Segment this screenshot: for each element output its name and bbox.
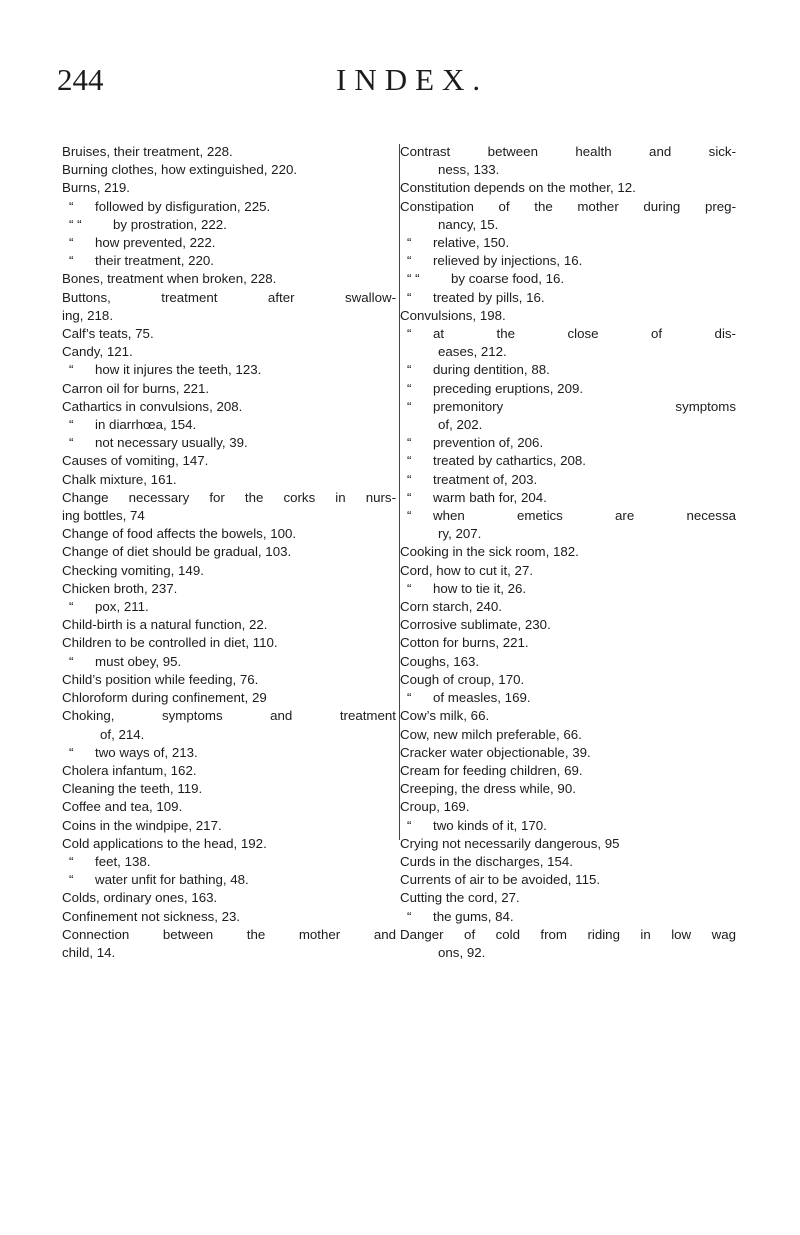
index-entry (400, 452, 740, 470)
index-entry-text: not necessary usually, 39. (95, 435, 248, 451)
index-entry (62, 798, 398, 816)
index-entry (62, 908, 398, 926)
index-entry-text: their treatment, 220. (95, 253, 214, 269)
ditto-mark: “ (69, 198, 74, 214)
index-entry-text: how prevented, 222. (95, 235, 216, 251)
ditto-mark: “ (407, 326, 412, 342)
index-entry (400, 434, 740, 452)
index-entry (400, 762, 740, 780)
index-entry-text: followed by disfiguration, 225. (95, 198, 271, 214)
index-entry-text: Child’s position while feeding, 76. (62, 671, 259, 687)
index-entry (62, 416, 398, 434)
index-entry-text: Cotton for burns, 221. (400, 635, 529, 651)
index-entry (400, 307, 740, 325)
index-entry-text: Cathartics in convulsions, 208. (62, 398, 243, 414)
ditto-mark: “ (407, 690, 412, 706)
index-entry-text: Cow’s milk, 66. (400, 708, 490, 724)
index-entry (62, 161, 398, 179)
ditto-mark: “ (69, 872, 74, 888)
ditto-mark: “ (407, 380, 412, 396)
index-entry-text: Connection between the mother and (62, 926, 396, 942)
index-entry (62, 671, 398, 689)
index-entry (62, 889, 398, 907)
ditto-mark: “ (407, 253, 412, 269)
index-column-left (62, 143, 398, 962)
index-entry (400, 562, 740, 580)
index-entry-text: ing bottles, 74 (62, 508, 145, 524)
index-entry-text: at the close of dis- (433, 326, 736, 342)
index-entry (62, 543, 398, 561)
index-entry-text: Cord, how to cut it, 27. (400, 562, 534, 578)
index-entry-text: Cold applications to the head, 192. (62, 835, 267, 851)
index-column-right (400, 143, 740, 962)
index-entry-text: premonitory symptoms (433, 398, 736, 414)
index-entry (400, 489, 740, 507)
index-entry (62, 361, 398, 379)
index-entry (400, 216, 740, 234)
ditto-mark: “ (69, 362, 74, 378)
index-entry-text: Corn starch, 240. (400, 599, 502, 615)
index-entry-text: during dentition, 88. (433, 362, 550, 378)
index-entry (62, 343, 398, 361)
index-entry-text: Candy, 121. (62, 344, 133, 360)
ditto-mark: “ (69, 417, 74, 433)
index-entry (400, 817, 740, 835)
index-entry (62, 198, 398, 216)
index-entry-text: Croup, 169. (400, 799, 470, 815)
index-entry (62, 143, 398, 161)
index-entry (62, 216, 398, 234)
index-entry-text: feet, 138. (95, 853, 151, 869)
index-entry-text: by coarse food, 16. (451, 271, 565, 287)
index-entry-text: Change of diet should be gradual, 103. (62, 544, 292, 560)
index-entry (400, 944, 740, 962)
index-entry-text: Crying not necessarily dangerous, 95 (400, 835, 620, 851)
index-entry-text: Cough of croup, 170. (400, 671, 525, 687)
ditto-mark: “ (407, 362, 412, 378)
index-entry-text: Cream for feeding children, 69. (400, 762, 583, 778)
index-entry (400, 580, 740, 598)
index-entry-text: of, 214. (100, 726, 145, 742)
index-entry (62, 835, 398, 853)
index-entry-text: Change necessary for the corks in nurs- (62, 489, 396, 505)
index-entry (400, 543, 740, 561)
index-entry-text: Creeping, the dress while, 90. (400, 781, 576, 797)
index-entry (400, 653, 740, 671)
ditto-mark: “ (69, 235, 74, 251)
index-entry (400, 179, 740, 197)
index-entry (62, 307, 398, 325)
index-entry-text: Cooking in the sick room, 182. (400, 544, 579, 560)
index-entry-text: the gums, 84. (433, 908, 514, 924)
index-entry (62, 398, 398, 416)
index-entry (62, 289, 398, 307)
index-entry (400, 889, 740, 907)
index-entry-text: Currents of air to be avoided, 115. (400, 872, 601, 888)
index-entry (400, 343, 740, 361)
index-entry-text: ing, 218. (62, 307, 114, 323)
index-entry-text: Choking, symptoms and treatment (62, 708, 396, 724)
index-entry-text: Contrast between health and sick- (400, 144, 736, 159)
ditto-mark: “ (407, 289, 412, 305)
index-entry (62, 434, 398, 452)
index-entry-text: two kinds of it, 170. (433, 817, 547, 833)
index-entry (62, 525, 398, 543)
index-entry (62, 707, 398, 725)
index-entry (400, 361, 740, 379)
index-entry (62, 944, 398, 962)
index-entry (62, 234, 398, 252)
page-number: 244 (57, 62, 104, 97)
index-entry (400, 871, 740, 889)
index-entry-text: Causes of vomiting, 147. (62, 453, 209, 469)
index-entry (62, 380, 398, 398)
index-entry-text: Coins in the windpipe, 217. (62, 817, 222, 833)
index-entry (62, 179, 398, 197)
index-entry-text: Chicken broth, 237. (62, 580, 178, 596)
index-entry (400, 726, 740, 744)
index-entry (400, 198, 740, 216)
index-entry-text: Curds in the discharges, 154. (400, 853, 573, 869)
index-entry (62, 562, 398, 580)
index-entry (400, 270, 740, 288)
ditto-mark: “ (69, 435, 74, 451)
index-entry (62, 252, 398, 270)
ditto-mark: “ (69, 653, 74, 669)
index-entry-text: Burning clothes, how extinguished, 220. (62, 162, 298, 178)
running-head: INDEX. (336, 62, 489, 97)
index-entry-text: must obey, 95. (95, 653, 182, 669)
index-entry (400, 689, 740, 707)
ditto-mark: “ (69, 853, 74, 869)
index-entry (400, 380, 740, 398)
ditto-mark: “ (407, 453, 412, 469)
index-entry-text: Bruises, their treatment, 228. (62, 144, 233, 159)
index-entry (62, 452, 398, 470)
index-entry-text: Corrosive sublimate, 230. (400, 617, 551, 633)
index-entry-text: ons, 92. (438, 944, 486, 960)
index-entry-text: Children to be controlled in diet, 110. (62, 635, 278, 651)
ditto-mark: “ (407, 398, 412, 414)
page-header (0, 62, 800, 102)
index-entry-text: Child-birth is a natural function, 22. (62, 617, 268, 633)
index-entry-text: of, 202. (438, 417, 483, 433)
index-entry (62, 598, 398, 616)
ditto-mark: “ (407, 580, 412, 596)
index-entry (400, 161, 740, 179)
index-entry-text: of measles, 169. (433, 690, 531, 706)
index-entry-text: Cholera infantum, 162. (62, 762, 197, 778)
index-entry (400, 744, 740, 762)
index-entry-text: Constitution depends on the mother, 12. (400, 180, 636, 196)
index-entry-text: Danger of cold from riding in low wag (400, 926, 736, 942)
index-entry-text: pox, 211. (95, 599, 149, 615)
ditto-mark: “ (407, 508, 412, 524)
index-entry (400, 908, 740, 926)
index-entry-text: Chalk mixture, 161. (62, 471, 177, 487)
ditto-mark: “ (407, 489, 412, 505)
ditto-mark: “ (69, 253, 74, 269)
index-entry (62, 871, 398, 889)
ditto-mark: “ (69, 744, 74, 760)
index-entry (400, 416, 740, 434)
ditto-mark: “ (407, 817, 412, 833)
index-entry-text: how to tie it, 26. (433, 580, 527, 596)
index-entry-text: Confinement not sickness, 23. (62, 908, 241, 924)
index-entry (400, 853, 740, 871)
index-entry-text: in diarrhœa, 154. (95, 417, 197, 433)
index-entry (62, 489, 398, 507)
index-entry-text: child, 14. (62, 944, 116, 960)
index-entry (400, 325, 740, 343)
index-entry-text: Carron oil for burns, 221. (62, 380, 210, 396)
index-entry-text: two ways of, 213. (95, 744, 198, 760)
ditto-mark: “ (407, 908, 412, 924)
index-entry (400, 671, 740, 689)
index-entry-text: water unfit for bathing, 48. (95, 872, 249, 888)
index-entry-text: warm bath for, 204. (433, 489, 547, 505)
ditto-mark: “ (69, 599, 74, 615)
index-entry (400, 471, 740, 489)
index-entry-text: treated by cathartics, 208. (433, 453, 586, 469)
index-entry-text: treated by pills, 16. (433, 289, 545, 305)
index-entry (400, 289, 740, 307)
index-entry (62, 325, 398, 343)
ditto-mark: “ (407, 435, 412, 451)
index-entry-text: Chloroform during confinement, 29 (62, 690, 267, 706)
index-entry (400, 780, 740, 798)
index-entry (400, 598, 740, 616)
index-entry (62, 780, 398, 798)
index-entry (62, 471, 398, 489)
ditto-mark: “ (407, 471, 412, 487)
index-entry-text: Bones, treatment when broken, 228. (62, 271, 277, 287)
index-entry-text: ry, 207. (438, 526, 482, 542)
index-entry (400, 398, 740, 416)
index-entry-text: prevention of, 206. (433, 435, 544, 451)
index-entry-text: Buttons, treatment after swallow- (62, 289, 396, 305)
index-entry (400, 798, 740, 816)
index-entry-text: Checking vomiting, 149. (62, 562, 204, 578)
index-entry (62, 762, 398, 780)
index-entry-text: Cleaning the teeth, 119. (62, 781, 203, 797)
index-entry-text: Colds, ordinary ones, 163. (62, 890, 218, 906)
index-entry-text: Convulsions, 198. (400, 307, 506, 323)
index-entry-text: Cutting the cord, 27. (400, 890, 520, 906)
index-entry (62, 817, 398, 835)
index-entry (62, 507, 398, 525)
index-entry-text: how it injures the teeth, 123. (95, 362, 262, 378)
index-entry-text: Change of food affects the bowels, 100. (62, 526, 297, 542)
index-entry-text: ness, 133. (438, 162, 500, 178)
ditto-mark: “ (407, 235, 412, 251)
index-entry (62, 653, 398, 671)
index-entry (400, 525, 740, 543)
index-entry-text: Coffee and tea, 109. (62, 799, 183, 815)
index-entry (62, 853, 398, 871)
index-entry (62, 634, 398, 652)
index-entry (62, 744, 398, 762)
index-entry (400, 234, 740, 252)
index-entry (62, 580, 398, 598)
index-entry-text: eases, 212. (438, 344, 507, 360)
index-entry (400, 835, 740, 853)
index-entry (62, 926, 398, 944)
index-entry-text: Cracker water objectionable, 39. (400, 744, 591, 760)
index-entry (62, 616, 398, 634)
index-entry-text: preceding eruptions, 209. (433, 380, 584, 396)
ditto-mark: “ “ (407, 271, 420, 287)
index-entry-text: Coughs, 163. (400, 653, 480, 669)
index-entry-text: Constipation of the mother during preg- (400, 198, 736, 214)
index-entry-text: Calf’s teats, 75. (62, 326, 154, 342)
index-entry-text: Burns, 219. (62, 180, 131, 196)
index-entry-text: by prostration, 222. (113, 216, 227, 232)
index-entry-text: when emetics are necessa (433, 508, 736, 524)
index-entry (400, 507, 740, 525)
index-entry (400, 143, 740, 161)
index-entry (400, 634, 740, 652)
index-entry-text: treatment of, 203. (433, 471, 538, 487)
ditto-mark: “ “ (69, 216, 82, 232)
index-entry-text: nancy, 15. (438, 216, 499, 232)
index-entry (62, 689, 398, 707)
index-entry-text: relieved by injections, 16. (433, 253, 583, 269)
index-entry (400, 926, 740, 944)
index-entry (62, 726, 398, 744)
index-entry-text: Cow, new milch preferable, 66. (400, 726, 582, 742)
index-entry (400, 707, 740, 725)
index-entry-text: relative, 150. (433, 235, 510, 251)
index-entry (400, 616, 740, 634)
index-entry (400, 252, 740, 270)
index-entry (62, 270, 398, 288)
